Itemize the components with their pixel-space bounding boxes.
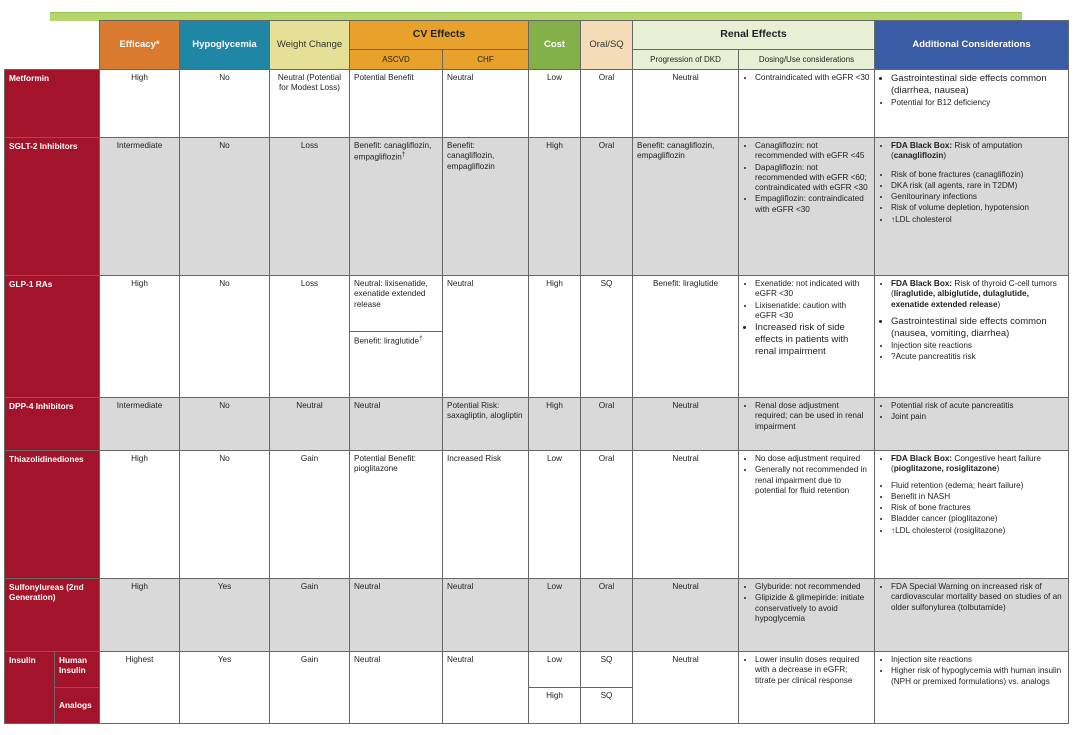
dkd-cell: Benefit: canagliflozin, empagliflozin (633, 138, 739, 276)
dosing-cell (739, 398, 875, 451)
ascvd-benefit: Benefit: liraglutide† (354, 335, 423, 346)
ascvd-cell (350, 276, 443, 398)
additional-item: • Injection site reactions (891, 341, 1064, 351)
dosing-cell (739, 70, 875, 138)
dagger-mark: † (401, 151, 406, 159)
header-hypoglycemia: Hypoglycemia (180, 21, 270, 70)
row-thiazolidinediones (5, 451, 1069, 579)
dosing-item: • Glipizide & glimepiride: initiate conservatively to avoid hypoglycemia (755, 593, 870, 624)
dosing-item: • Increased risk of side effects in patients with renal impairment (755, 322, 870, 358)
hypoglycemia-cell: No (180, 138, 270, 276)
cost-cell: Low (529, 70, 581, 138)
weight-cell: Gain (270, 451, 350, 579)
dkd-cell: Neutral (633, 451, 739, 579)
efficacy-cell: Highest (100, 652, 180, 724)
additional-item: • Benefit in NASH (891, 492, 1064, 502)
row-metformin (5, 70, 1069, 138)
dagger-mark: † (419, 335, 423, 342)
additional-item: • ↑LDL cholesterol (rosiglitazone) (891, 526, 1064, 536)
efficacy-cell: High (100, 276, 180, 398)
additional-item: • FDA Special Warning on increased risk of cardiovascular mortality based on studies of an older sulfonylurea (tolbutamide) (891, 582, 1064, 613)
header-chf: CHF (443, 50, 529, 70)
header-dosing: Dosing/Use considerations (739, 50, 875, 70)
additional-item: • Fluid retention (edema; heart failure) (891, 481, 1064, 491)
weight-cell: Neutral (270, 398, 350, 451)
drug-name: GLP-1 RAs (5, 276, 100, 398)
hypoglycemia-cell: No (180, 276, 270, 398)
dkd-cell: Neutral (633, 70, 739, 138)
header-renal-effects: Renal Effects (633, 21, 875, 50)
chf-cell: Increased Risk (443, 451, 529, 579)
additional-item: • Risk of bone fractures (canagliflozin) (891, 170, 1064, 180)
header-ascvd: ASCVD (350, 50, 443, 70)
cost-cell: High (529, 276, 581, 398)
dosing-item: • Renal dose adjustment required; can be used in renal impairment (755, 401, 870, 432)
route-cell: Oral (581, 70, 633, 138)
ascvd-cell (350, 138, 443, 276)
route-cell-analogs: SQ (581, 688, 633, 724)
dkd-cell: Neutral (633, 398, 739, 451)
dosing-item: • No dose adjustment required (755, 454, 870, 464)
header-dkd: Progression of DKD (633, 50, 739, 70)
additional-item: • DKA risk (all agents, rare in T2DM) (891, 181, 1064, 191)
efficacy-cell: High (100, 451, 180, 579)
ascvd-neutral: Neutral: lixisenatide, exenatide extended release (350, 276, 442, 332)
hypoglycemia-cell: No (180, 70, 270, 138)
chf-cell: Potential Risk: saxagliptin, alogliptin (443, 398, 529, 451)
diabetes-medication-comparison-table (4, 20, 1069, 724)
ascvd-cell: Neutral (350, 579, 443, 652)
ascvd-cell: Neutral (350, 652, 443, 724)
weight-cell: Neutral (Potential for Modest Loss) (270, 70, 350, 138)
black-box-warning: • FDA Black Box: Congestive heart failure (pioglitazone, rosiglitazone) (891, 454, 1064, 475)
dosing-cell (739, 276, 875, 398)
drug-name: Thiazolidinediones (5, 451, 100, 579)
additional-cell (875, 451, 1069, 579)
additional-item: • Risk of bone fractures (891, 503, 1064, 513)
header-oral-sq: Oral/SQ (581, 21, 633, 70)
additional-item: • Higher risk of hypoglycemia with human insulin (NPH or premixed formulations) vs. analogs (891, 666, 1064, 687)
drug-name: SGLT-2 Inhibitors (5, 138, 100, 276)
route-cell: SQ (581, 276, 633, 398)
hypoglycemia-cell: Yes (180, 579, 270, 652)
additional-item: • Risk of volume depletion, hypotension (891, 203, 1064, 213)
additional-cell (875, 398, 1069, 451)
dkd-cell: Neutral (633, 652, 739, 724)
ascvd-cell: Potential Benefit: pioglitazone (350, 451, 443, 579)
additional-item: • Potential risk of acute pancreatitis (891, 401, 1064, 411)
row-sulfonylureas (5, 579, 1069, 652)
additional-item: • Genitourinary infections (891, 192, 1064, 202)
dkd-cell: Neutral (633, 579, 739, 652)
dosing-item: • Dapagliflozin: not recommended with eGFR <60; contraindicated with eGFR <30 (755, 163, 870, 194)
hypoglycemia-cell: No (180, 451, 270, 579)
chf-cell: Neutral (443, 652, 529, 724)
hypoglycemia-cell: Yes (180, 652, 270, 724)
chf-cell: Neutral (443, 70, 529, 138)
row-glp1 (5, 276, 1069, 398)
hypoglycemia-cell: No (180, 398, 270, 451)
efficacy-cell: High (100, 579, 180, 652)
efficacy-cell: High (100, 70, 180, 138)
black-box-warning: • FDA Black Box: Risk of amputation (canagliflozin) (891, 141, 1064, 162)
route-cell-human: SQ (581, 652, 633, 688)
chf-cell: Neutral (443, 276, 529, 398)
additional-item: • ↑LDL cholesterol (891, 215, 1064, 225)
cost-cell: High (529, 398, 581, 451)
drug-name: Insulin (5, 652, 55, 724)
cost-cell-analogs: High (529, 688, 581, 724)
dosing-item: • Contraindicated with eGFR <30 (755, 73, 870, 83)
ascvd-cell: Potential Benefit (350, 70, 443, 138)
corner-blank (5, 21, 100, 70)
weight-cell: Loss (270, 138, 350, 276)
dkd-cell: Benefit: liraglutide (633, 276, 739, 398)
header-cost: Cost (529, 21, 581, 70)
insulin-subtype-human: Human Insulin (55, 652, 100, 688)
additional-cell (875, 70, 1069, 138)
drug-name: Sulfonylureas (2nd Generation) (5, 579, 100, 652)
chf-cell: Benefit: canagliflozin, empagliflozin (443, 138, 529, 276)
route-cell: Oral (581, 451, 633, 579)
row-sglt2 (5, 138, 1069, 276)
additional-cell (875, 138, 1069, 276)
ascvd-text: Benefit: canagliflozin, empagliflozin (354, 141, 432, 162)
dosing-item: • Lixisenatide: caution with eGFR <30 (755, 301, 870, 322)
header-efficacy: Efficacy* (100, 21, 180, 70)
dosing-cell (739, 652, 875, 724)
additional-cell (875, 652, 1069, 724)
cost-cell: Low (529, 451, 581, 579)
insulin-subtype-analogs: Analogs (55, 688, 100, 724)
dosing-item: • Exenatide: not indicated with eGFR <30 (755, 279, 870, 300)
dosing-cell (739, 451, 875, 579)
dosing-cell (739, 138, 875, 276)
chf-cell: Neutral (443, 579, 529, 652)
dosing-item: • Lower insulin doses required with a decrease in eGFR; titrate per clinical response (755, 655, 870, 686)
additional-item: • ?Acute pancreatitis risk (891, 352, 1064, 362)
weight-cell: Loss (270, 276, 350, 398)
route-cell: Oral (581, 138, 633, 276)
additional-cell (875, 579, 1069, 652)
route-cell: Oral (581, 398, 633, 451)
header-weight-change: Weight Change (270, 21, 350, 70)
weight-cell: Gain (270, 579, 350, 652)
dosing-item: • Canagliflozin: not recommended with eGFR <45 (755, 141, 870, 162)
drug-name: DPP-4 Inhibitors (5, 398, 100, 451)
additional-item: • Joint pain (891, 412, 1064, 422)
dosing-item: • Generally not recommended in renal impairment due to potential for fluid retention (755, 465, 870, 496)
header-additional-considerations: Additional Considerations (875, 21, 1069, 70)
weight-cell: Gain (270, 652, 350, 724)
additional-cell (875, 276, 1069, 398)
cost-cell: High (529, 138, 581, 276)
drug-name: Metformin (5, 70, 100, 138)
additional-item: • Injection site reactions (891, 655, 1064, 665)
additional-item: • Gastrointestinal side effects common (diarrhea, nausea) (891, 73, 1064, 97)
additional-item: • Potential for B12 deficiency (891, 98, 1064, 108)
dosing-cell (739, 579, 875, 652)
efficacy-cell: Intermediate (100, 138, 180, 276)
row-dpp4 (5, 398, 1069, 451)
cost-cell-human: Low (529, 652, 581, 688)
ascvd-cell: Neutral (350, 398, 443, 451)
additional-item: • Bladder cancer (pioglitazone) (891, 514, 1064, 524)
efficacy-cell: Intermediate (100, 398, 180, 451)
route-cell: Oral (581, 579, 633, 652)
dosing-item: • Glyburide: not recommended (755, 582, 870, 592)
header-cv-effects: CV Effects (350, 21, 529, 50)
row-insulin-human (5, 652, 1069, 688)
cost-cell: Low (529, 579, 581, 652)
black-box-warning: • FDA Black Box: Risk of thyroid C-cell tumors (liraglutide, albiglutide, dulaglutide, exenatide extended release) (891, 279, 1064, 310)
additional-item: • Gastrointestinal side effects common (nausea, vomiting, diarrhea) (891, 316, 1064, 340)
dosing-item: • Empagliflozin: contraindicated with eGFR <30 (755, 194, 870, 215)
